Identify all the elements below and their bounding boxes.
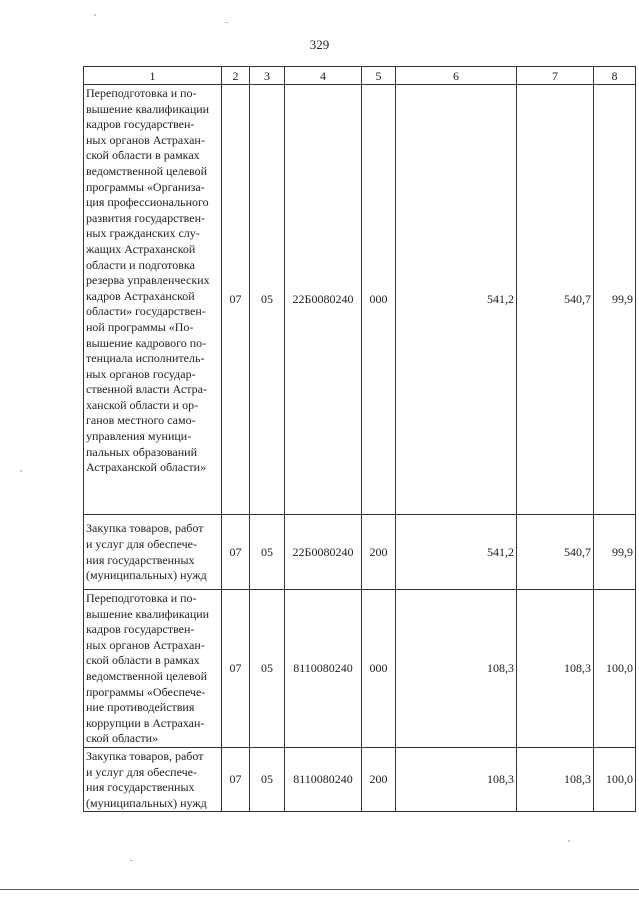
description-line: ных органов Астрахан- [86, 132, 205, 147]
cell-approved-amount: 108,3 [396, 590, 517, 748]
scan-speck [94, 14, 96, 16]
description-line: жащих Астраханской [86, 241, 196, 256]
cell-subsection: 05 [250, 590, 285, 748]
description-line: ведомственной целевой [86, 668, 208, 683]
cell-approved-amount: 541,2 [396, 515, 517, 590]
description-line: ской области в рамках [86, 653, 200, 668]
description-line: Переподготовка и по- [86, 86, 197, 100]
description-line: ния государственных [86, 552, 195, 567]
row-description [84, 590, 222, 748]
cell-percent: 99,9 [594, 515, 636, 590]
cell-section: 07 [222, 85, 250, 515]
description-line: коррупции в Астрахан- [86, 715, 205, 730]
description-line: вышение квалификации [86, 101, 210, 116]
cell-section: 07 [222, 515, 250, 590]
description-line: и услуг для обеспече- [86, 764, 197, 779]
table-row [84, 85, 636, 515]
description-line: развития государствен- [86, 210, 206, 225]
header-col-1: 1 [84, 67, 222, 85]
cell-expense-type: 200 [362, 747, 396, 811]
cell-approved-amount: 108,3 [396, 747, 517, 811]
description-line: и услуг для обеспече- [86, 536, 197, 551]
cell-approved-amount: 541,2 [396, 85, 517, 515]
cell-section: 07 [222, 590, 250, 748]
header-col-3: 3 [250, 67, 285, 85]
table-row [84, 747, 636, 811]
cell-section: 07 [222, 747, 250, 811]
description-line: ние противодействия [86, 700, 195, 715]
description-line: ния государственных [86, 780, 195, 795]
budget-table [83, 66, 636, 812]
header-row [84, 67, 636, 85]
description-line: ской области» [86, 731, 159, 746]
cell-executed-amount: 540,7 [517, 515, 594, 590]
description-line: пальных образований [86, 444, 197, 459]
description-line: (муниципальных) нужд [86, 568, 207, 583]
cell-executed-amount: 108,3 [517, 747, 594, 811]
description-line: управления муници- [86, 429, 192, 444]
header-col-5: 5 [362, 67, 396, 85]
description-line: кадров Астраханской [86, 288, 195, 303]
description-line: ведомственной целевой [86, 163, 208, 178]
cell-percent: 100,0 [594, 590, 636, 748]
description-line: Переподготовка и по- [86, 591, 197, 605]
cell-target-article: 22Б0080240 [285, 515, 362, 590]
page-edge-line [0, 889, 639, 890]
description-line: Закупка товаров, работ [86, 748, 204, 763]
cell-expense-type: 200 [362, 515, 396, 590]
header-col-8: 8 [594, 67, 636, 85]
description-line: вышение квалификации [86, 606, 210, 621]
cell-subsection: 05 [250, 747, 285, 811]
scan-speck [568, 840, 570, 842]
cell-target-article: 22Б0080240 [285, 85, 362, 515]
scan-speck [20, 470, 22, 472]
description-line: ных органов государ- [86, 366, 196, 381]
header-col-7: 7 [517, 67, 594, 85]
table-row [84, 590, 636, 748]
description-line: программы «Организа- [86, 179, 205, 194]
scan-speck [225, 22, 228, 23]
description-line: области» государствен- [86, 304, 206, 319]
description-line: ция профессионального [86, 195, 209, 210]
header-col-2: 2 [222, 67, 250, 85]
description-line: ганов местного само- [86, 413, 196, 428]
description-line: ной программы «По- [86, 319, 194, 334]
description-line: программы «Обеспече- [86, 684, 206, 699]
description-line: тенциала исполнитель- [86, 351, 205, 366]
row-description [84, 515, 222, 590]
row-description [84, 747, 222, 811]
description-line: ственной власти Астра- [86, 382, 207, 397]
header-col-4: 4 [285, 67, 362, 85]
description-line: (муниципальных) нужд [86, 795, 207, 810]
description-line: вышение кадрового по- [86, 335, 207, 350]
description-line: резерва управленческих [86, 273, 210, 288]
description-line: Астраханской области» [86, 460, 207, 475]
cell-subsection: 05 [250, 515, 285, 590]
description-line: Закупка товаров, работ [86, 521, 204, 536]
page-number: 329 [309, 37, 330, 52]
description-line: кадров государствен- [86, 622, 195, 637]
cell-executed-amount: 108,3 [517, 590, 594, 748]
row-description [84, 85, 222, 515]
cell-percent: 100,0 [594, 747, 636, 811]
description-line: области и подготовка [86, 257, 195, 272]
description-line: ных органов Астрахан- [86, 637, 205, 652]
cell-expense-type: 000 [362, 85, 396, 515]
description-line: ных гражданских слу- [86, 226, 200, 241]
description-line: ской области в рамках [86, 148, 200, 163]
table-row [84, 515, 636, 590]
header-col-6: 6 [396, 67, 517, 85]
cell-target-article: 8110080240 [285, 747, 362, 811]
cell-executed-amount: 540,7 [517, 85, 594, 515]
cell-target-article: 8110080240 [285, 590, 362, 748]
cell-subsection: 05 [250, 85, 285, 515]
description-line: кадров государствен- [86, 117, 195, 132]
scan-speck [130, 860, 133, 861]
cell-percent: 99,9 [594, 85, 636, 515]
cell-expense-type: 000 [362, 590, 396, 748]
description-line: ханской области и ор- [86, 397, 199, 412]
